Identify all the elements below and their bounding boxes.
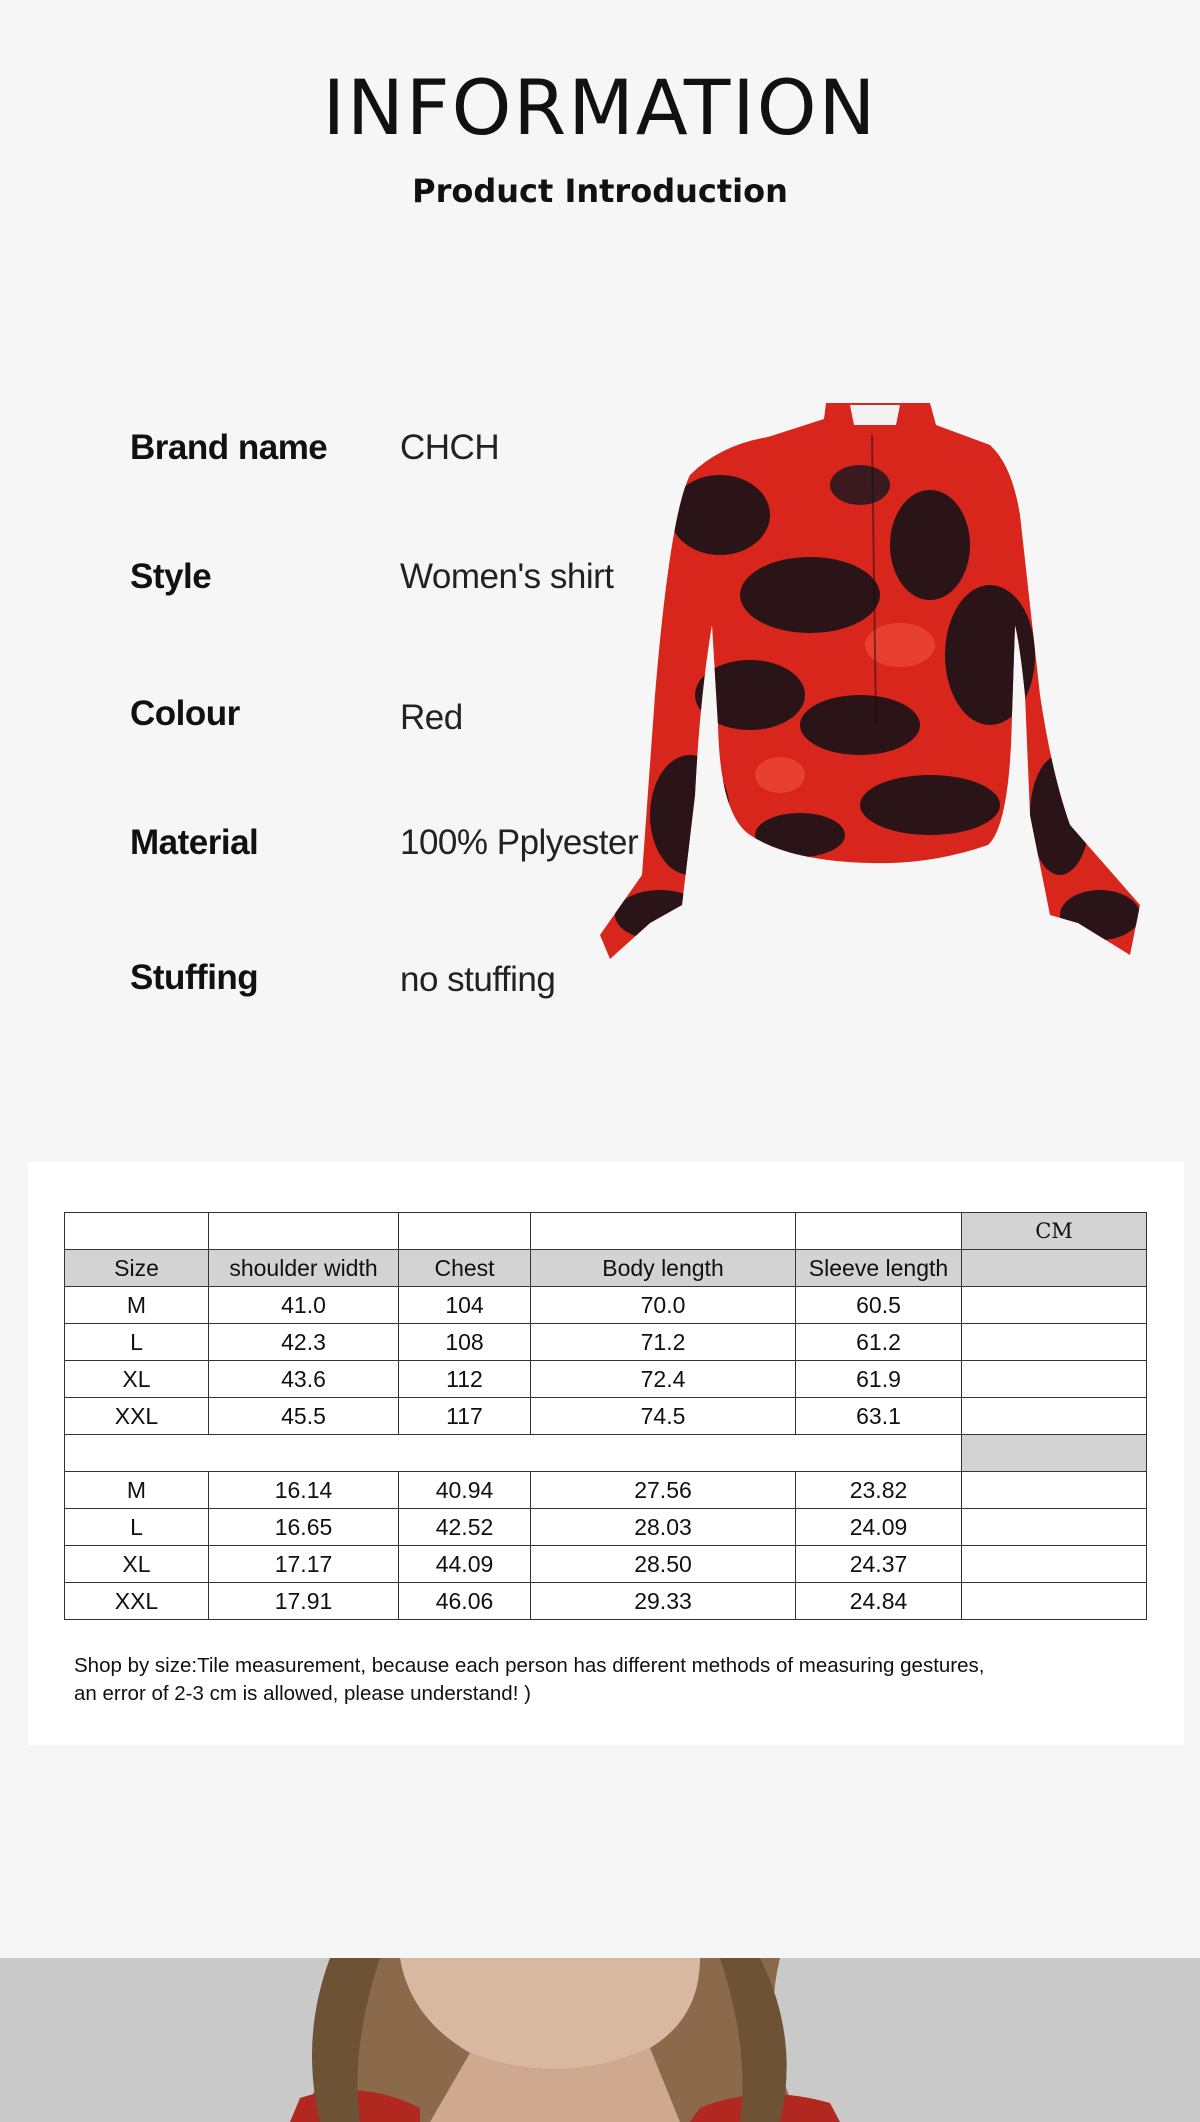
- table-separator-row: [65, 1435, 1147, 1472]
- model-photo-illustration: [0, 1958, 1200, 2122]
- header-chest: Chest: [399, 1250, 531, 1287]
- cell-sleeve-length: 60.5: [796, 1287, 962, 1324]
- cell-chest: 112: [399, 1361, 531, 1398]
- info-label-brand: Brand name: [130, 428, 328, 467]
- info-value-brand: CHCH: [400, 428, 500, 467]
- page-title: INFORMATION: [322, 63, 878, 152]
- size-chart-card: [28, 1162, 1184, 1745]
- cell-chest: 104: [399, 1287, 531, 1324]
- table-row-top: [65, 1213, 1147, 1250]
- cell-shoulder: 17.17: [209, 1546, 399, 1583]
- cell-size: M: [65, 1287, 209, 1324]
- cell-body-length: 28.50: [531, 1546, 796, 1583]
- cell-sleeve-length: 63.1: [796, 1398, 962, 1435]
- cell-chest: 44.09: [399, 1546, 531, 1583]
- info-label-stuffing: Stuffing: [130, 958, 259, 997]
- size-chart-table: [64, 1212, 1147, 1620]
- info-value-style: Women's shirt: [400, 557, 614, 596]
- model-photo: [0, 1958, 1200, 2122]
- product-shirt-image: [600, 395, 1160, 975]
- info-value-stuffing: no stuffing: [400, 960, 556, 999]
- cell-shoulder: 45.5: [209, 1398, 399, 1435]
- info-value-colour: Red: [400, 698, 463, 737]
- measurement-note-line1: Shop by size:Tile measurement, because each person has different methods of measuring gestures,: [74, 1654, 985, 1677]
- table-row: [65, 1324, 1147, 1361]
- info-label-material: Material: [130, 823, 259, 862]
- cell-size: M: [65, 1472, 209, 1509]
- cell-size: XL: [65, 1546, 209, 1583]
- cell-body-length: 29.33: [531, 1583, 796, 1620]
- cell-chest: 40.94: [399, 1472, 531, 1509]
- cell-shoulder: 41.0: [209, 1287, 399, 1324]
- cell-body-length: 70.0: [531, 1287, 796, 1324]
- cell-size: XXL: [65, 1398, 209, 1435]
- header-shoulder-width: shoulder width: [209, 1250, 399, 1287]
- cell-sleeve-length: 24.84: [796, 1583, 962, 1620]
- cell-body-length: 72.4: [531, 1361, 796, 1398]
- measurement-note: [74, 1652, 984, 1708]
- cell-chest: 42.52: [399, 1509, 531, 1546]
- info-label-colour: Colour: [130, 694, 240, 733]
- table-row: [65, 1472, 1147, 1509]
- cell-shoulder: 17.91: [209, 1583, 399, 1620]
- cell-size: XL: [65, 1361, 209, 1398]
- cell-body-length: 74.5: [531, 1398, 796, 1435]
- cell-sleeve-length: 24.37: [796, 1546, 962, 1583]
- header-size: Size: [65, 1250, 209, 1287]
- cell-size: L: [65, 1509, 209, 1546]
- cell-size: XXL: [65, 1583, 209, 1620]
- cell-sleeve-length: 61.9: [796, 1361, 962, 1398]
- cell-body-length: 71.2: [531, 1324, 796, 1361]
- table-row: [65, 1361, 1147, 1398]
- table-row: [65, 1509, 1147, 1546]
- cell-shoulder: 16.14: [209, 1472, 399, 1509]
- table-row: [65, 1583, 1147, 1620]
- cell-shoulder: 16.65: [209, 1509, 399, 1546]
- cell-sleeve-length: 61.2: [796, 1324, 962, 1361]
- cell-size: L: [65, 1324, 209, 1361]
- cell-sleeve-length: 23.82: [796, 1472, 962, 1509]
- table-row: [65, 1398, 1147, 1435]
- cell-chest: 117: [399, 1398, 531, 1435]
- header-sleeve-length: Sleeve length: [796, 1250, 962, 1287]
- table-row: [65, 1546, 1147, 1583]
- table-row: [65, 1287, 1147, 1324]
- unit-label: CM: [962, 1213, 1147, 1250]
- cell-shoulder: 42.3: [209, 1324, 399, 1361]
- cell-body-length: 28.03: [531, 1509, 796, 1546]
- page-subtitle: Product Introduction: [412, 172, 788, 210]
- cell-body-length: 27.56: [531, 1472, 796, 1509]
- info-value-material: 100% Pplyester: [400, 823, 639, 862]
- table-header-row: [65, 1250, 1147, 1287]
- cell-sleeve-length: 24.09: [796, 1509, 962, 1546]
- info-label-style: Style: [130, 557, 212, 596]
- cell-shoulder: 43.6: [209, 1361, 399, 1398]
- cell-chest: 108: [399, 1324, 531, 1361]
- measurement-note-line2: an error of 2-3 cm is allowed, please understand! ): [74, 1682, 531, 1705]
- cell-chest: 46.06: [399, 1583, 531, 1620]
- header-body-length: Body length: [531, 1250, 796, 1287]
